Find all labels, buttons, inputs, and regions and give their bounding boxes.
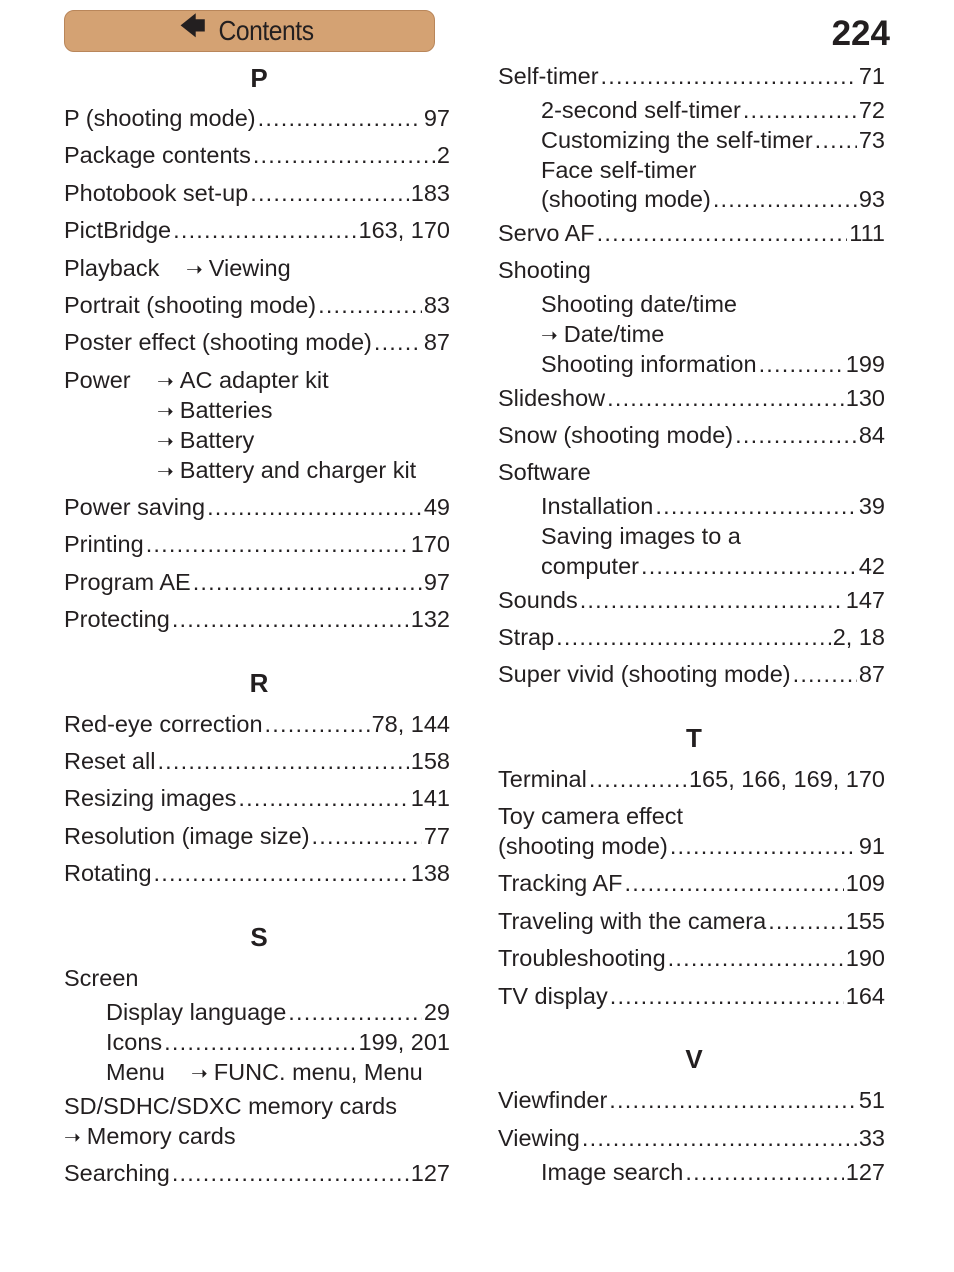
page-ref[interactable]: 130 (845, 385, 885, 411)
right-arrow-icon: ➝ (157, 401, 174, 423)
see-reference[interactable]: ➝ Battery and charger kit (157, 456, 416, 484)
right-arrow-icon: ➝ (64, 1127, 81, 1149)
page-ref[interactable]: 73 (858, 127, 885, 153)
index-entry: Toy camera effect (498, 803, 684, 829)
page-ref[interactable]: 87 (423, 329, 450, 355)
index-subentry[interactable]: computer ..... 42 (541, 552, 885, 580)
index-entry[interactable]: Reset all ..... 158 (64, 747, 450, 775)
page-ref[interactable]: 199, 201 (358, 1029, 450, 1055)
page-ref[interactable]: 78, 144 (371, 711, 450, 737)
index-entry[interactable]: Traveling with the camera ..... 155 (498, 907, 885, 935)
see-reference[interactable]: ➝ FUNC. menu, Menu (191, 1058, 423, 1086)
index-entry[interactable]: Viewfinder ..... 51 (498, 1086, 885, 1114)
page-ref[interactable]: 93 (858, 186, 885, 212)
section-header-t: T (686, 723, 702, 753)
right-arrow-icon: ➝ (186, 259, 203, 281)
index-entry[interactable]: (shooting mode) ..... 91 (498, 832, 885, 860)
page-ref[interactable]: 84 (858, 422, 885, 448)
section-header-v: V (685, 1044, 703, 1074)
index-entry[interactable]: Power saving ..... 49 (64, 493, 450, 521)
page-ref[interactable]: 97 (423, 569, 450, 595)
index-entry[interactable]: Protecting ..... 132 (64, 605, 450, 633)
section-header-r: R (249, 668, 269, 698)
page-ref[interactable]: 127 (410, 1160, 450, 1186)
index-entry[interactable]: Super vivid (shooting mode) ..... 87 (498, 660, 885, 688)
index-subentry: Saving images to a (541, 523, 741, 549)
index-entry[interactable]: Terminal ..... 165, 166, 169, 170 (498, 765, 885, 793)
page-ref[interactable]: 141 (410, 785, 450, 811)
page-ref[interactable]: 2 (436, 142, 450, 168)
index-subentry[interactable]: 2-second self-timer ..... 72 (541, 96, 885, 124)
page-ref[interactable]: 163, 170 (358, 217, 450, 243)
index-entry: Playback (64, 255, 160, 281)
index-subentry[interactable]: Installation ..... 39 (541, 492, 885, 520)
see-reference[interactable]: ➝ Date/time (541, 320, 664, 348)
section-header-s: S (250, 922, 268, 952)
page-ref[interactable]: 87 (858, 661, 885, 687)
contents-button[interactable] (64, 10, 435, 52)
index-entry[interactable]: Searching ..... 127 (64, 1159, 450, 1187)
right-arrow-icon: ➝ (541, 325, 558, 347)
index-entry[interactable]: Red-eye correction ..... 78, 144 (64, 710, 450, 738)
index-entry[interactable]: Photobook set-up ..... 183 (64, 179, 450, 207)
page-ref[interactable]: 51 (858, 1087, 885, 1113)
index-entry: Software (498, 459, 591, 485)
page-ref[interactable]: 111 (849, 220, 885, 246)
page-ref[interactable]: 2, 18 (832, 624, 885, 650)
index-entry: SD/SDHC/SDXC memory cards (64, 1093, 397, 1119)
page-ref[interactable]: 170 (410, 531, 450, 557)
index-entry[interactable]: Tracking AF ..... 109 (498, 869, 885, 897)
page-ref[interactable]: 147 (845, 587, 885, 613)
page-ref[interactable]: 138 (410, 860, 450, 886)
page-ref[interactable]: 72 (858, 97, 885, 123)
page-ref[interactable]: 132 (410, 606, 450, 632)
see-reference[interactable]: ➝ Battery (157, 426, 254, 454)
right-arrow-icon: ➝ (191, 1063, 208, 1085)
index-entry[interactable]: Self-timer ..... 71 (498, 62, 885, 90)
page-ref[interactable]: 77 (423, 823, 450, 849)
see-reference[interactable]: ➝ AC adapter kit (157, 366, 329, 394)
page-ref[interactable]: 39 (858, 493, 885, 519)
index-entry[interactable]: TV display ..... 164 (498, 982, 885, 1010)
page-ref[interactable]: 83 (423, 292, 450, 318)
index-entry[interactable]: Servo AF ..... 111 (498, 219, 885, 247)
index-entry[interactable]: Troubleshooting ..... 190 (498, 944, 885, 972)
index-entry[interactable]: Resizing images ..... 141 (64, 784, 450, 812)
index-entry[interactable]: Rotating ..... 138 (64, 859, 450, 887)
page-ref[interactable]: 49 (423, 494, 450, 520)
page-ref[interactable]: 127 (845, 1159, 885, 1185)
index-entry: Screen (64, 965, 139, 991)
index-entry[interactable]: Viewing ..... 33 (498, 1124, 885, 1152)
index-entry[interactable]: Snow (shooting mode) ..... 84 (498, 421, 885, 449)
index-entry[interactable]: Slideshow ..... 130 (498, 384, 885, 412)
page-ref[interactable]: 71 (858, 63, 885, 89)
index-entry[interactable]: PictBridge ..... 163, 170 (64, 216, 450, 244)
right-arrow-icon: ➝ (157, 461, 174, 483)
right-arrow-icon: ➝ (157, 431, 174, 453)
index-entry[interactable]: Poster effect (shooting mode) ..... 87 (64, 328, 450, 356)
page-ref[interactable]: 33 (858, 1125, 885, 1151)
page-ref[interactable]: 155 (845, 908, 885, 934)
see-reference[interactable]: ➝ Batteries (157, 396, 273, 424)
contents-label: Contents (218, 15, 314, 46)
page-ref[interactable]: 165, 166, 169, 170 (688, 766, 885, 792)
left-arrow-icon: 🡄 (179, 11, 206, 41)
page-ref[interactable]: 29 (423, 999, 450, 1025)
page-ref[interactable]: 158 (410, 748, 450, 774)
index-subentry: Face self-timer (541, 157, 697, 183)
index-entry: Shooting (498, 257, 591, 283)
page-ref[interactable]: 91 (858, 833, 885, 859)
page-ref[interactable]: 164 (845, 983, 885, 1009)
index-entry[interactable]: Program AE ..... 97 (64, 568, 450, 596)
index-subentry: Menu (106, 1059, 165, 1085)
right-arrow-icon: ➝ (157, 371, 174, 393)
page-ref[interactable]: 42 (858, 553, 885, 579)
index-entry[interactable]: Package contents ..... 2 (64, 141, 450, 169)
index-subentry[interactable]: (shooting mode) ..... 93 (541, 185, 885, 213)
page-ref[interactable]: 199 (845, 351, 885, 377)
page-ref[interactable]: 183 (410, 180, 450, 206)
index-subentry[interactable]: Shooting information ..... 199 (541, 350, 885, 378)
index-entry[interactable]: Resolution (image size) ..... 77 (64, 822, 450, 850)
page-number: 224 (831, 14, 890, 53)
index-entry[interactable]: Portrait (shooting mode) ..... 83 (64, 291, 450, 319)
index-subentry[interactable]: Display language ..... 29 (106, 998, 450, 1026)
section-header-p: P (250, 63, 268, 93)
index-subentry[interactable]: Image search ..... 127 (541, 1158, 885, 1186)
index-entry[interactable]: Strap ..... 2, 18 (498, 623, 885, 651)
index-entry: Power (64, 367, 131, 393)
page-ref[interactable]: 97 (423, 105, 450, 131)
index-entry[interactable]: Printing ..... 170 (64, 530, 450, 558)
index-subentry: Shooting date/time (541, 291, 737, 317)
index-subentry[interactable]: Customizing the self-timer ..... 73 (541, 126, 885, 154)
index-subentry[interactable]: Icons ..... 199, 201 (106, 1028, 450, 1056)
see-reference[interactable]: ➝ Viewing (186, 254, 291, 282)
index-entry[interactable]: P (shooting mode) ..... 97 (64, 104, 450, 132)
index-entry[interactable]: Sounds ..... 147 (498, 586, 885, 614)
see-reference[interactable]: ➝ Memory cards (64, 1122, 236, 1150)
page-ref[interactable]: 109 (845, 870, 885, 896)
page-ref[interactable]: 190 (845, 945, 885, 971)
